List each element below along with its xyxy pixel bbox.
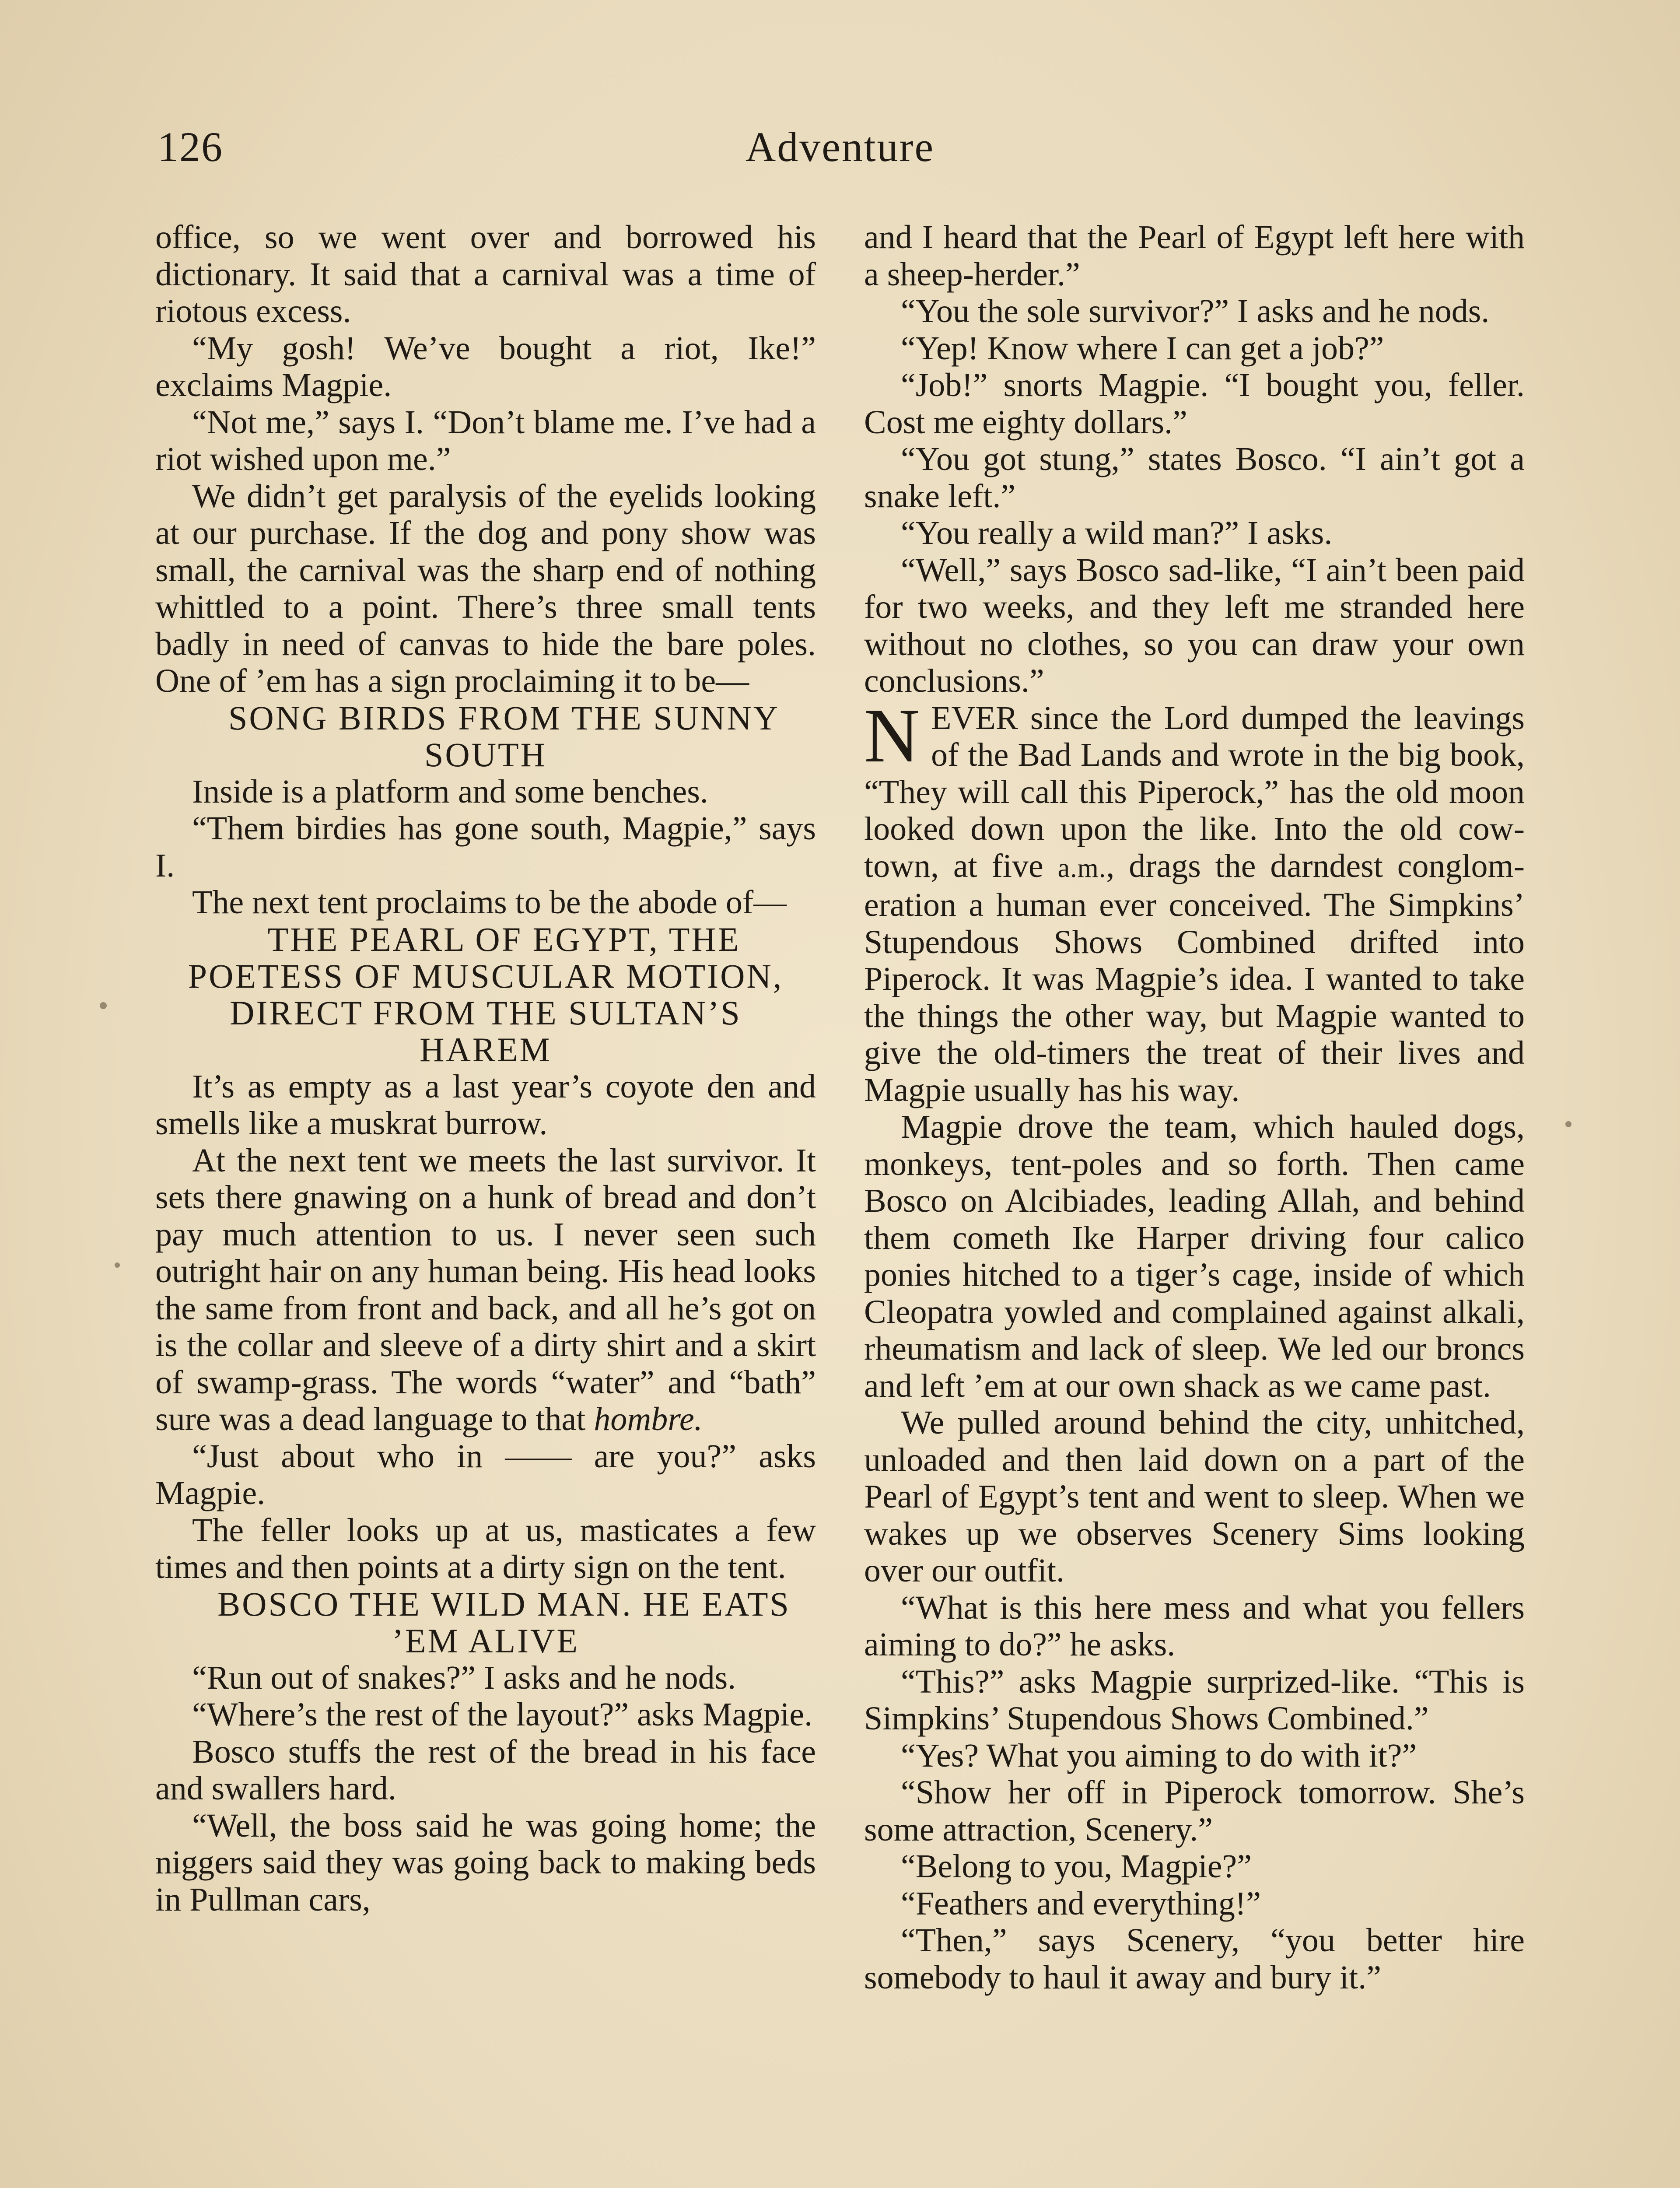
paragraph: “You really a wild man?” I asks.	[901, 515, 1333, 551]
paragraph: office, so we went over and borrowed his dictionary. It said that a carnival was a time of riotous excess.	[155, 219, 816, 330]
paragraph: “My gosh! We’ve bought a riot, Ike!” exclaims Magpie.	[155, 330, 816, 403]
tent-sign-song-birds: SONG BIRDS FROM THE SUNNY SOUTH	[228, 698, 780, 774]
paragraph: “Run out of snakes?” I asks and he nods.	[192, 1659, 736, 1696]
paragraph: The feller looks up at us, masticates a few times and then points at a dirty sign on the tent.	[155, 1511, 816, 1585]
paragraph: “What is this here mess and what you fellers aiming to do?” he asks.	[864, 1589, 1525, 1663]
paragraph: “Then,” says Scenery, “you better hire somebody to haul it away and bury it.”	[864, 1922, 1525, 1996]
paragraph	[155, 1142, 816, 1438]
section-opening-paragraph	[864, 693, 1525, 1109]
running-head: Adventure	[745, 123, 935, 170]
paragraph: “Job!” snorts Magpie. “I bought you, feller. Cost me eighty dollars.”	[864, 367, 1525, 441]
paragraph: Magpie drove the team, which hauled dogs, monkeys, tent-poles and so forth. Then came Bosco on Alcibiades, leading Allah, and behind them cometh Ike Harper driving four calico ponies hitched to a tiger’s cage, inside of which Cleopatra yowled and complained against alkali, rheumatism and lack of sleep. We led our broncs and left ’em at our own shack as we came past.	[864, 1108, 1525, 1404]
paragraph: We didn’t get paralysis of the eyelids looking at our purchase. If the dog and pony show was small, the carnival was the sharp end of nothing whittled to a point. There’s three small tents badly in need of canvas to hide the bare poles. One of ’em has a sign proclaiming it to be—	[155, 477, 816, 699]
paper-speck	[1565, 1121, 1572, 1127]
paragraph: Bosco stuffs the rest of the bread in his face and swallers hard.	[155, 1733, 816, 1807]
page-header	[158, 123, 1522, 184]
paragraph: “Well,” says Bosco sad-like, “I ain’t been paid for two weeks, and they left me stranded here without no clothes, so you can draw your own conclusions.”	[864, 551, 1525, 699]
paragraph: “Show her off in Piperock tomorrow. She’s some attraction, Scenery.”	[864, 1774, 1525, 1848]
tent-sign-pearl-of-egypt: THE PEARL OF EGYPT, THE POETESS OF MUSCULAR MOTION, DIRECT FROM THE SULTAN’S HAREM	[188, 920, 784, 1069]
paragraph: We pulled around behind the city, unhitched, unloaded and then laid down on a part of the Pearl of Egypt’s tent and went to sleep. When we wakes up we observes Scenery Sims looking over our outfit.	[864, 1404, 1525, 1589]
tent-sign-bosco: BOSCO THE WILD MAN. HE EATS ’EM ALIVE	[217, 1585, 791, 1660]
paragraph: Inside is a platform and some benches.	[192, 773, 708, 810]
paragraph-text: , drags the darndest conglomeration a human ever conceived. The Simpkins’ Stupendous Shows Combined drifted into Piperock. It was Magpie’s idea. I wanted to take the things the other way, but Magpie wanted to give the old-timers the treat of their lives and Magpie usually has his way.	[864, 847, 1525, 1108]
paragraph: “Yes? What you aiming to do with it?”	[901, 1737, 1417, 1774]
paragraph: “Yep! Know where I can get a job?”	[901, 330, 1384, 367]
time-abbreviation: a.m.	[1057, 853, 1106, 883]
paragraph: “Well, the boss said he was going home; the niggers said they was going back to making beds in Pullman cars,	[155, 1807, 816, 1918]
paragraph: “You got stung,” states Bosco. “I ain’t got a snake left.”	[864, 441, 1525, 515]
paragraph: It’s as empty as a last year’s coyote den and smells like a muskrat burrow.	[155, 1068, 816, 1142]
paragraph-text: EVER since the Lord dumped the leavings of the Bad Lands and wrote in the big book, “They will call this Piperock,” has the old moon looked down upon the like. Into the old cow-town, at five	[864, 699, 1525, 884]
paragraph: The next tent proclaims to be the abode of—	[192, 884, 787, 921]
drop-cap: N	[864, 693, 920, 778]
italic-word: hombre.	[594, 1401, 703, 1438]
paragraph: and I heard that the Pearl of Egypt left here with a sheep-herder.”	[864, 219, 1525, 293]
paragraph: “You the sole survivor?” I asks and he nods.	[901, 293, 1490, 330]
left-column	[155, 219, 816, 1918]
paragraph: “Belong to you, Magpie?”	[901, 1848, 1252, 1885]
paragraph: “Where’s the rest of the layout?” asks Magpie.	[192, 1696, 813, 1733]
paragraph: “Feathers and everything!”	[901, 1885, 1261, 1922]
right-column	[864, 219, 1525, 1996]
paragraph: “Not me,” says I. “Don’t blame me. I’ve had a riot wished upon me.”	[155, 403, 816, 477]
paper-speck	[115, 1262, 120, 1268]
paper-speck	[100, 1002, 107, 1009]
paragraph: “Just about who in —— are you?” asks Magpie.	[155, 1438, 816, 1511]
page-number: 126	[158, 123, 223, 170]
paragraph: “This?” asks Magpie surprized-like. “This is Simpkins’ Stupendous Shows Combined.”	[864, 1663, 1525, 1737]
paragraph-text: At the next tent we meets the last survivor. It sets there gnawing on a hunk of bread and don’t pay much attention to us. I never seen such outright hair on any human being. His head looks the same from front and back, and all he’s got on is the collar and sleeve of a dirty shirt and a skirt of swamp-grass. The words “water” and “bath” sure was a dead language to that	[155, 1142, 816, 1438]
paragraph: “Them birdies has gone south, Magpie,” says I.	[155, 810, 816, 884]
